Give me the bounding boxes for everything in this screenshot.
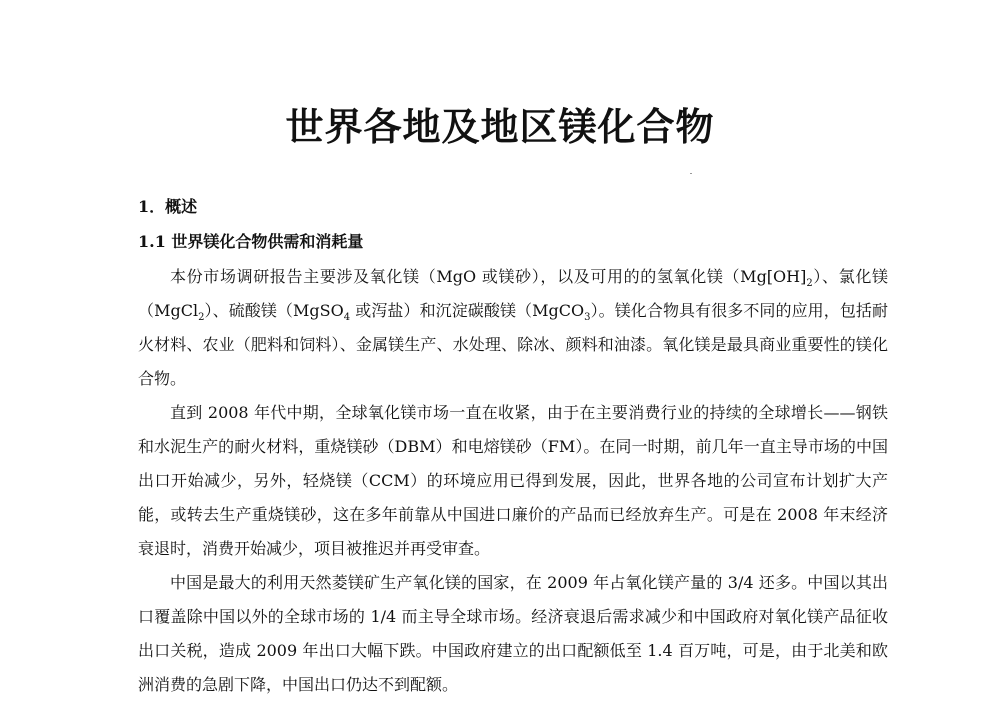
subscript: 4 [343,312,351,324]
paragraph-1-part-e: ）。镁化合物具有很多不同的应用，包括耐火材料、农业（肥料和饲料）、金属镁生产、水处理、除冰、颜料和油漆。氧化镁是最具商业重要性的镁化合物。 [138,301,888,388]
paragraph-1-part-a: 本份市场调研报告主要涉及氧化镁（MgO 或镁砂），以及可用的的氢氧化镁（Mg[OH] [170,267,807,286]
subsection-heading: 1.1 世界镁化合物供需和消耗量 [138,232,364,251]
body-text [138,260,888,702]
paragraph-1-part-d: 或泻盐）和沉淀碳酸镁（MgCO [350,301,585,320]
paragraph-1 [138,260,888,396]
document-title: 世界各地及地区镁化合物 [285,104,715,149]
subscript: 2 [806,278,813,290]
subscript: 3 [584,312,591,324]
scan-speck [690,173,692,174]
paragraph-3: 中国是最大的利用天然菱镁矿生产氧化镁的国家，在 2009 年占氧化镁产量的 3/4 还多。中国以其出口覆盖除中国以外的全球市场的 1/4 而主导全球市场。经济衰退后需求减少和中国政府对氧化镁产品征收出口关税，造成 2009 年出口大幅下跌。中国政府建立的出口配额低至 1.4 百万吨，可是，由于北美和欧洲消费的急剧下降，中国出口仍达不到配额。 [138,573,888,694]
paragraph-1-part-b: ）、氯化镁（MgCl [138,267,888,320]
paragraph-2: 直到 2008 年代中期，全球氧化镁市场一直在收紧，由于在主要消费行业的持续的全球增长——钢铁和水泥生产的耐火材料，重烧镁砂（DBM）和电熔镁砂（FM）。在同一时期，前几年一直主导市场的中国出口开始减少，另外，轻烧镁（CCM）的环境应用已得到发展，因此，世界各地的公司宣布计划扩大产能，或转去生产重烧镁砂，这在多年前靠从中国进口廉价的产品而已经放弃生产。可是在 2008 年末经济衰退时，消费开始减少，项目被推迟并再受审查。 [138,403,888,558]
subscript: 2 [198,312,205,324]
section-heading: 1．概述 [138,197,198,216]
paragraph-1-part-c: ）、硫酸镁（MgSO [204,301,344,320]
